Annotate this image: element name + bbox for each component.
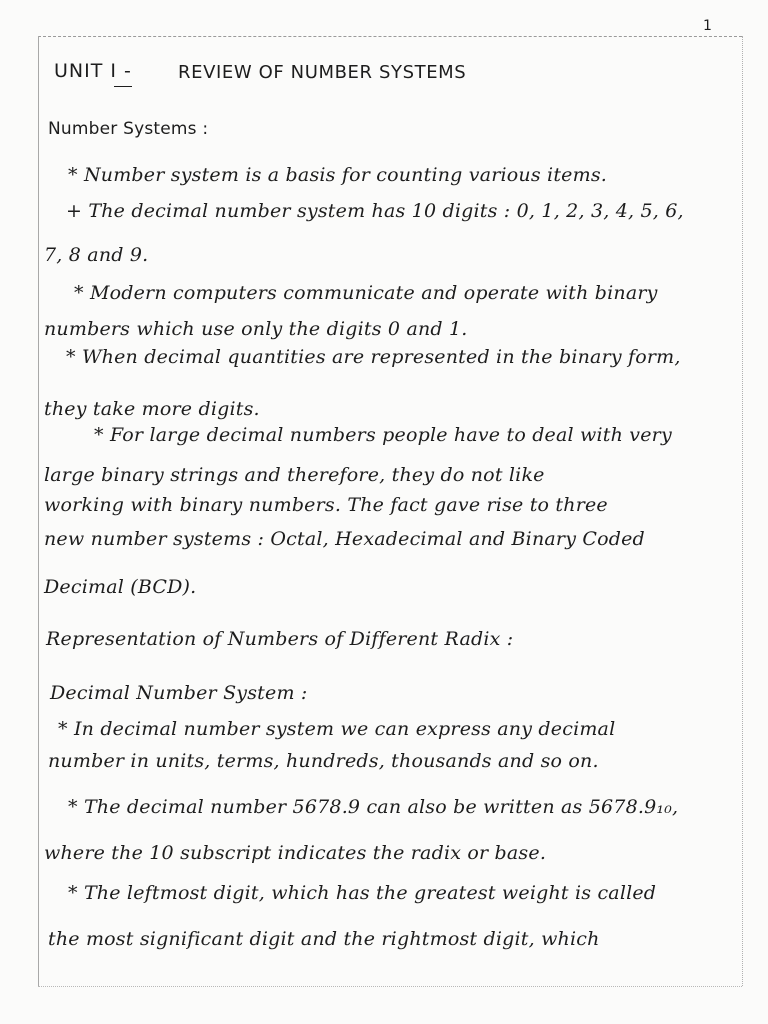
decimal-line-6: the most significant digit and the rightmost digit, which	[48, 928, 600, 950]
page-title: REVIEW OF NUMBER SYSTEMS	[178, 62, 467, 83]
unit-label: UNIT I -	[54, 60, 132, 82]
scan-border-bottom	[38, 986, 742, 987]
unit-underline	[114, 86, 132, 87]
decimal-line-2: number in units, terms, hundreds, thousands and so on.	[48, 750, 599, 772]
page-number: 1	[703, 18, 712, 34]
note-line-1: * Number system is a basis for counting various items.	[68, 164, 608, 186]
section-heading: Number Systems :	[48, 119, 209, 139]
decimal-line-3: * The decimal number 5678.9 can also be written as 5678.9₁₀,	[68, 796, 679, 818]
scan-border-right	[742, 36, 743, 986]
note-line-5: numbers which use only the digits 0 and 1.	[44, 318, 468, 340]
note-line-11: new number systems : Octal, Hexadecimal and Binary Coded	[44, 528, 645, 550]
note-line-7: they take more digits.	[44, 398, 260, 420]
scan-border-left	[38, 36, 39, 986]
decimal-line-1: * In decimal number system we can express any decimal	[58, 718, 616, 740]
decimal-line-4: where the 10 subscript indicates the radix or base.	[44, 842, 547, 864]
decimal-heading: Decimal Number System :	[50, 682, 308, 704]
note-line-8: * For large decimal numbers people have to deal with very	[94, 424, 672, 446]
representation-heading: Representation of Numbers of Different Radix :	[46, 628, 514, 650]
scan-border-top	[38, 36, 742, 37]
note-line-2: + The decimal number system has 10 digits : 0, 1, 2, 3, 4, 5, 6,	[66, 200, 684, 222]
note-line-9: large binary strings and therefore, they do not like	[44, 464, 545, 486]
note-line-4: * Modern computers communicate and operate with binary	[74, 282, 658, 304]
note-line-3: 7, 8 and 9.	[44, 244, 149, 266]
note-line-6: * When decimal quantities are represented in the binary form,	[66, 346, 681, 368]
note-line-10: working with binary numbers. The fact gave rise to three	[44, 494, 608, 516]
decimal-line-5: * The leftmost digit, which has the greatest weight is called	[68, 882, 657, 904]
note-line-12: Decimal (BCD).	[44, 576, 197, 598]
